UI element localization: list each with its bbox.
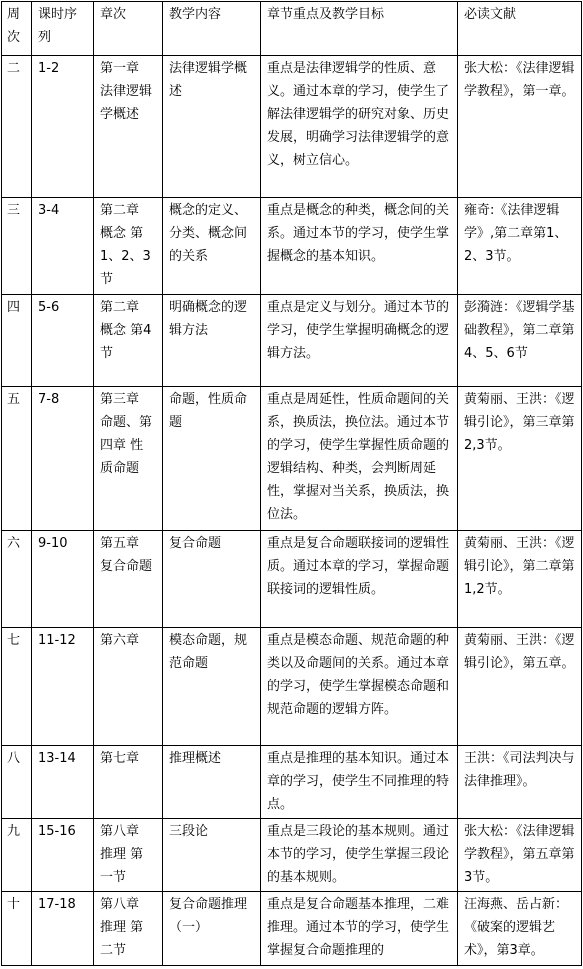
table-row: [2, 531, 582, 628]
reading-cell: 彭漪涟：《逻辑学基础教程》，第二章第4、5、6节: [458, 295, 582, 387]
header-chapter: 章次: [94, 2, 163, 56]
week-cell: 十: [2, 892, 32, 966]
hours-cell: 5-6: [32, 295, 94, 387]
table-row: [2, 387, 582, 531]
hours-cell: 11-12: [32, 628, 94, 746]
goal-cell: 重点是复合命题基本推理，二难推理。通过本节的学习，使学生掌握复合命题推理的: [261, 892, 458, 966]
goal-cell: 重点是概念的种类，概念间的关系。通过本节的学习，使学生掌握概念的基本知识。: [261, 198, 458, 295]
table-row: [2, 295, 582, 387]
hours-cell: 17-18: [32, 892, 94, 966]
content-cell: 复合命题推理（一）: [163, 892, 261, 966]
hours-cell: 3-4: [32, 198, 94, 295]
table-row: [2, 746, 582, 819]
goal-cell: 重点是周延性，性质命题间的关系，换质法，换位法。通过本节的学习，使学生掌握性质命题的逻辑结构、种类，会判断周延性，掌握对当关系，换质法，换位法。: [261, 387, 458, 531]
goal-cell: 重点是推理的基本知识。通过本章的学习，使学生不同推理的特点。: [261, 746, 458, 819]
week-cell: 九: [2, 819, 32, 892]
reading-cell: 黄菊丽、王洪：《逻辑引论》，第二章第1,2节。: [458, 531, 582, 628]
reading-cell: 王洪：《司法判决与法律推理》。: [458, 746, 582, 819]
content-cell: 三段论: [163, 819, 261, 892]
week-cell: 二: [2, 56, 32, 198]
table-row: [2, 819, 582, 892]
week-cell: 五: [2, 387, 32, 531]
week-cell: 六: [2, 531, 32, 628]
header-hours: 课时序列: [32, 2, 94, 56]
goal-cell: 重点是法律逻辑学的性质、意义。通过本章的学习，使学生了解法律逻辑学的研究对象、历史发展，明确学习法律逻辑学的意义，树立信心。: [261, 56, 458, 198]
reading-cell: 汪海燕、岳占新：《破案的逻辑艺术》，第3章。: [458, 892, 582, 966]
table-row: [2, 56, 582, 198]
content-cell: 法律逻辑学概述: [163, 56, 261, 198]
goal-cell: 重点是复合命题联接词的逻辑性质。通过本章的学习，掌握命题联接词的逻辑性质。: [261, 531, 458, 628]
reading-cell: 黄菊丽、王洪：《逻辑引论》，第三章第2,3节。: [458, 387, 582, 531]
hours-cell: 9-10: [32, 531, 94, 628]
hours-cell: 15-16: [32, 819, 94, 892]
content-cell: 明确概念的逻辑方法: [163, 295, 261, 387]
header-content: 教学内容: [163, 2, 261, 56]
header-row: [2, 2, 582, 56]
header-goal: 章节重点及教学目标: [261, 2, 458, 56]
chapter-cell: 第二章 概念 第4节: [94, 295, 163, 387]
goal-cell: 重点是三段论的基本规则。通过本节的学习，使学生掌握三段论的基本规则。: [261, 819, 458, 892]
content-cell: 概念的定义、分类、概念间的关系: [163, 198, 261, 295]
week-cell: 四: [2, 295, 32, 387]
week-cell: 七: [2, 628, 32, 746]
syllabus-table: [1, 1, 582, 966]
table-row: [2, 892, 582, 966]
hours-cell: 7-8: [32, 387, 94, 531]
content-cell: 模态命题，规范命题: [163, 628, 261, 746]
reading-cell: 雍奇:《法律逻辑学》,第二章第1、2、3节。: [458, 198, 582, 295]
chapter-cell: 第五章 复合命题: [94, 531, 163, 628]
content-cell: 命题，性质命题: [163, 387, 261, 531]
chapter-cell: 第八章 推理 第一节: [94, 819, 163, 892]
hours-cell: 1-2: [32, 56, 94, 198]
reading-cell: 张大松：《法律逻辑学教程》，第一章。: [458, 56, 582, 198]
content-cell: 推理概述: [163, 746, 261, 819]
chapter-cell: 第八章 推理 第二节: [94, 892, 163, 966]
reading-cell: 黄菊丽、王洪：《逻辑引论》，第五章。: [458, 628, 582, 746]
chapter-cell: 第六章: [94, 628, 163, 746]
goal-cell: 重点是模态命题、规范命题的种类以及命题间的关系。通过本章的学习，使学生掌握模态命题和规范命题的逻辑方阵。: [261, 628, 458, 746]
chapter-cell: 第三章 命题、第四章 性质命题: [94, 387, 163, 531]
header-week: 周次: [2, 2, 32, 56]
table-row: [2, 628, 582, 746]
goal-cell: 重点是定义与划分。通过本节的学习，使学生掌握明确概念的逻辑方法。: [261, 295, 458, 387]
reading-cell: 张大松：《法律逻辑学教程》，第五章第3节。: [458, 819, 582, 892]
table-row: [2, 198, 582, 295]
chapter-cell: 第二章 概念 第1、2、3节: [94, 198, 163, 295]
header-reading: 必读文献: [458, 2, 582, 56]
week-cell: 三: [2, 198, 32, 295]
chapter-cell: 第一章 法律逻辑学概述: [94, 56, 163, 198]
table-body: [2, 2, 582, 966]
content-cell: 复合命题: [163, 531, 261, 628]
chapter-cell: 第七章: [94, 746, 163, 819]
week-cell: 八: [2, 746, 32, 819]
hours-cell: 13-14: [32, 746, 94, 819]
